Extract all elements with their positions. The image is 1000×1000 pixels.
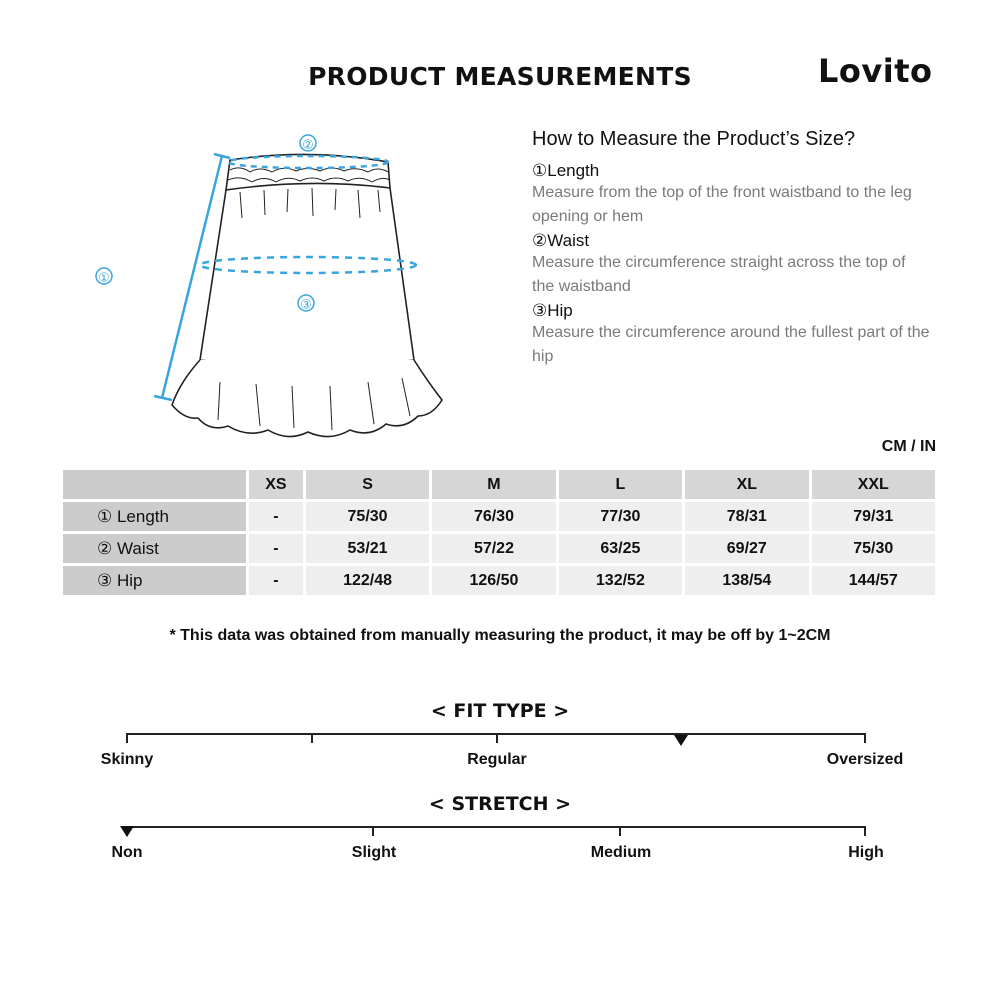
table-cell: 69/27 xyxy=(685,534,808,563)
stretch-tick xyxy=(372,826,374,836)
column-header: L xyxy=(559,470,682,499)
table-cell: - xyxy=(249,566,303,595)
table-cell: 75/30 xyxy=(812,534,935,563)
stretch-indicator xyxy=(120,826,134,837)
waist-marker-label: ② xyxy=(302,138,314,153)
table-cell: 144/57 xyxy=(812,566,935,595)
length-marker-label: ① xyxy=(98,271,110,286)
table-cell: 138/54 xyxy=(685,566,808,595)
fit-type-tick xyxy=(864,733,866,743)
size-chart-table xyxy=(60,467,938,598)
fit-type-title: < FIT TYPE > xyxy=(430,700,570,722)
table-cell: 132/52 xyxy=(559,566,682,595)
length-term: ①Length xyxy=(532,161,600,180)
fit-type-tick xyxy=(126,733,128,743)
stretch-line xyxy=(126,826,866,828)
stretch-tick xyxy=(619,826,621,836)
units-label: CM / IN xyxy=(881,438,936,455)
fit-type-tick xyxy=(496,733,498,743)
table-row xyxy=(63,534,935,563)
table-cell: 75/30 xyxy=(306,502,429,531)
how-to-measure-section xyxy=(532,128,932,369)
skirt-illustration xyxy=(80,120,480,450)
measurement-disclaimer: * This data was obtained from manually measuring the product, it may be off by 1~2CM xyxy=(169,627,831,644)
table-cell: 63/25 xyxy=(559,534,682,563)
column-header: S xyxy=(306,470,429,499)
column-header: M xyxy=(432,470,555,499)
table-cell: - xyxy=(249,502,303,531)
table-cell: 79/31 xyxy=(812,502,935,531)
stretch-label-high: High xyxy=(848,844,884,861)
length-description: Measure from the top of the front waistband to the leg opening or hem xyxy=(532,184,912,225)
table-cell: 122/48 xyxy=(306,566,429,595)
table-cell: 53/21 xyxy=(306,534,429,563)
stretch-title: < STRETCH > xyxy=(428,793,572,815)
waist-term: ②Waist xyxy=(532,231,590,250)
column-header: XXL xyxy=(812,470,935,499)
table-cell: 76/30 xyxy=(432,502,555,531)
fit-label-regular: Regular xyxy=(467,751,527,768)
stretch-label-non: Non xyxy=(111,844,143,861)
fit-label-oversized: Oversized xyxy=(826,751,904,768)
page-title: PRODUCT MEASUREMENTS xyxy=(308,62,692,91)
stretch-tick xyxy=(864,826,866,836)
table-cell: 78/31 xyxy=(685,502,808,531)
stretch-label-medium: Medium xyxy=(590,844,652,861)
row-label: ② Waist xyxy=(63,534,246,563)
table-cell: - xyxy=(249,534,303,563)
table-row xyxy=(63,566,935,595)
table-row xyxy=(63,502,935,531)
row-label: ③ Hip xyxy=(63,566,246,595)
row-label: ① Length xyxy=(63,502,246,531)
table-cell: 126/50 xyxy=(432,566,555,595)
table-corner-cell xyxy=(63,470,246,499)
column-header: XL xyxy=(685,470,808,499)
table-header-row xyxy=(63,470,935,499)
how-to-measure-heading: How to Measure the Product’s Size? xyxy=(532,128,856,150)
fit-label-skinny: Skinny xyxy=(100,751,154,768)
hip-marker-label: ③ xyxy=(300,298,312,313)
table-cell: 77/30 xyxy=(559,502,682,531)
column-header: XS xyxy=(249,470,303,499)
hip-term: ③Hip xyxy=(532,301,573,320)
fit-type-indicator xyxy=(674,735,688,746)
stretch-label-slight: Slight xyxy=(351,844,397,861)
brand-logo: Lovito xyxy=(818,52,933,90)
waist-description: Measure the circumference straight across the top of the waistband xyxy=(532,254,906,295)
fit-type-tick xyxy=(311,733,313,743)
hip-description: Measure the circumference around the fullest part of the hip xyxy=(532,324,930,365)
table-cell: 57/22 xyxy=(432,534,555,563)
